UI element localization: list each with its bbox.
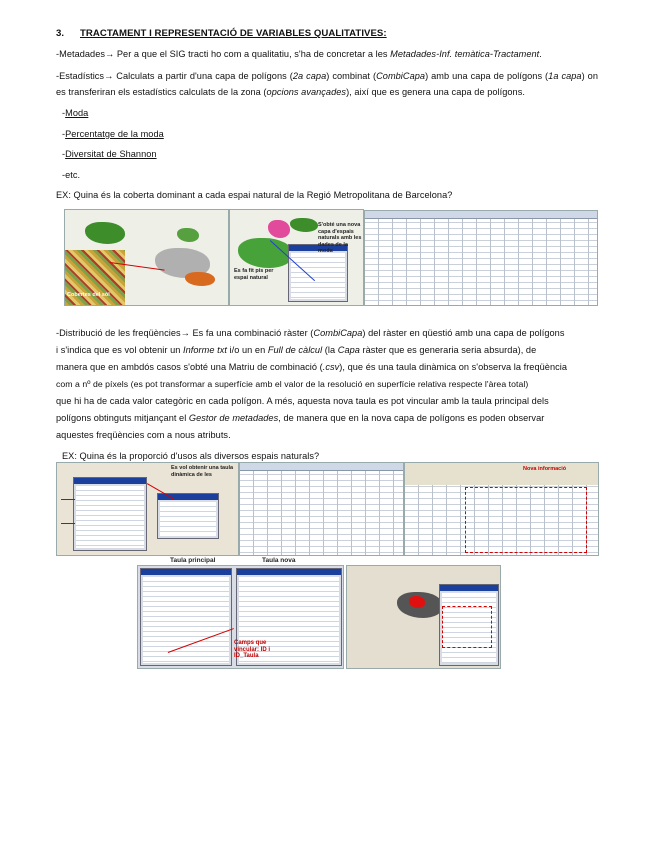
- caption-cobertes: Cobertes del sòl: [67, 292, 110, 298]
- dialog-window: [140, 568, 232, 666]
- spreadsheet-results-screenshot: [364, 210, 598, 306]
- estadistics-term-3: 1a capa: [548, 71, 582, 81]
- red-arrow: [61, 499, 75, 500]
- natural-area-shape: [177, 228, 199, 242]
- list-text: Diversitat de Shannon: [65, 149, 157, 159]
- list-prefix: -: [62, 149, 66, 159]
- list-text: Percentatge de la moda: [65, 129, 164, 139]
- distribucio-line-6: [56, 411, 598, 427]
- highlight-box: [442, 606, 492, 648]
- metadades-path: Metadades-Inf. temàtica-Tractament: [390, 49, 540, 59]
- caption-espai: Es fa fit pis per espai natural: [234, 268, 274, 281]
- distribucio-text: , de manera que en la nova capa de polígons es poden observar: [278, 413, 545, 423]
- spreadsheet-header: [240, 463, 403, 471]
- estadistics-lead: -Estadístics→ Calculats a partir d'una capa de polígons (: [56, 71, 293, 81]
- estadistics-mid-4: ), així que es genera una capa de polígons.: [346, 86, 525, 97]
- estadistics-mid-3: ) on es transferiran els estadístics calculats de la zona (: [56, 71, 598, 97]
- distribucio-line-5: que hi ha de cada valor categòric en cada polígon. A més, aquesta nova taula es pot vincular amb la taula principal dels: [56, 396, 549, 406]
- estadistics-term-1: 2a capa: [292, 71, 327, 81]
- list-item-etc: -etc.: [62, 170, 81, 180]
- distribucio-line-7: aquestes freqüències com a nous atributs.: [56, 430, 231, 440]
- distribucio-text: polígons obtinguts mitjançant el: [56, 413, 189, 423]
- distribucio-line-1: [56, 326, 598, 342]
- distribucio-text: ràster que es generaria seria absurda), de: [359, 345, 537, 355]
- distribucio-term: Informe txt: [183, 345, 227, 355]
- distribucio-line-4: com a nº de píxels (es pot transformar a superfície amb el valor de la resolució en superfície relativa respecte l'àrea total): [56, 379, 529, 389]
- list-prefix: -: [62, 108, 66, 118]
- label-taula-nova: Taula nova: [262, 557, 296, 564]
- attributes-table-screenshot: [404, 462, 599, 556]
- combicapa-dialog-screenshot: [56, 462, 239, 556]
- result-map-screenshot: [346, 565, 501, 669]
- distribucio-text: -Distribució de les freqüències→ Es fa una combinació ràster (: [56, 328, 314, 338]
- distribucio-line-2: [56, 343, 598, 359]
- list-item: [62, 127, 164, 143]
- gestor-metadades-screenshot: [137, 565, 344, 669]
- distribucio-text: (la: [322, 345, 338, 355]
- caption-obtenir: Es vol obtenir una taula dinàmica de les: [171, 465, 234, 478]
- metadades-paragraph: [56, 47, 598, 63]
- map-cobertes-screenshot: [64, 209, 229, 306]
- distribucio-term: Capa: [337, 345, 360, 355]
- list-prefix: -: [62, 129, 66, 139]
- distribucio-term: .csv: [322, 362, 340, 372]
- spreadsheet-header: [365, 211, 597, 219]
- list-item: [62, 106, 88, 122]
- estadistics-mid-2: ) amb una capa de polígons (: [425, 71, 549, 81]
- estadistics-paragraph: [56, 69, 598, 100]
- caption-nova-info: Nova informació: [523, 466, 567, 472]
- natural-area-shape: [290, 218, 318, 232]
- natural-area-shape: [85, 222, 125, 244]
- highlight-box: [465, 487, 587, 553]
- distribucio-text: ), que és una taula dinàmica on s'observa la freqüència: [339, 362, 567, 372]
- example-question-1: EX: Quina és la coberta dominant a cada espai natural de la Regió Metropolitana de Barcelona?: [56, 190, 453, 200]
- distribucio-term: Gestor de metadades: [188, 413, 279, 423]
- distribucio-text: i s'indica que es vol obtenir un: [56, 345, 183, 355]
- red-arrow: [61, 523, 75, 524]
- natural-area-shape: [268, 220, 290, 238]
- section-title: TRACTAMENT I REPRESENTACIÓ DE VARIABLES QUALITATIVES:: [80, 28, 387, 39]
- metadades-end: .: [539, 49, 542, 59]
- estadistics-mid-1: ) combinat (: [326, 71, 377, 81]
- section-heading: [56, 26, 387, 42]
- distribucio-line-3: [56, 360, 598, 376]
- map-espai-natural-screenshot: [229, 209, 364, 306]
- matriu-combinacio-screenshot: [239, 462, 404, 556]
- distribucio-text: ) del ràster en qüestió amb una capa de polígons: [362, 328, 565, 338]
- label-taula-principal: Taula principal: [170, 557, 216, 564]
- list-text: Moda: [65, 108, 89, 118]
- estadistics-term-2: CombiCapa: [376, 71, 426, 81]
- metadades-lead: -Metadades→ Per a que el SIG tracti ho com a qualitatiu, s'ha de concretar a les: [56, 49, 391, 59]
- section-number: 3.: [56, 28, 65, 39]
- natural-area-shape: [185, 272, 215, 286]
- dialog-window: [157, 493, 219, 539]
- list-item: [62, 147, 157, 163]
- distribucio-text: i/o un en: [226, 345, 268, 355]
- caption-propietat: S'obté una nova capa d'espais naturals amb les dades de la moda: [318, 222, 362, 254]
- selected-area-shape: [409, 596, 425, 608]
- distribucio-text: manera que en ambdós casos s'obté una Matriu de combinació (: [56, 362, 323, 372]
- distribucio-term: CombiCapa: [313, 328, 363, 338]
- caption-camps: Camps que vincular: ID i ID_Taula: [234, 640, 271, 659]
- distribucio-term: Full de càlcul: [267, 345, 323, 355]
- dialog-window: [73, 477, 147, 551]
- estadistics-term-4: opcions avançades: [266, 86, 347, 97]
- example-question-2: EX: Quina és la proporció d'usos als diversos espais naturals?: [62, 451, 320, 461]
